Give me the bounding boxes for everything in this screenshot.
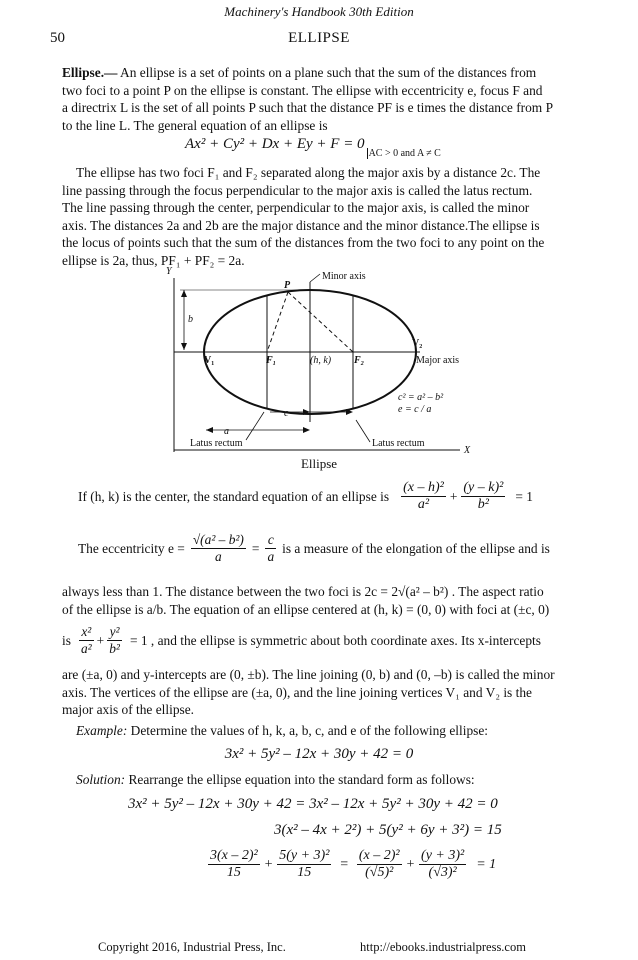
running-header: Machinery's Handbook 30th Edition: [224, 4, 414, 19]
a-label: a: [224, 426, 229, 437]
solution-step-1: 3x² + 5y² – 12x + 30y + 42 = 3x² – 12x + 5y² + 30y + 42 = 0: [128, 796, 498, 812]
b-label: b: [188, 314, 193, 325]
major-axis-label: Major axis: [416, 355, 460, 366]
eccentricity-fraction: $\frac{\text{√(a² – b²)}}{a}$: [192, 532, 244, 564]
center-label: (h, k): [310, 355, 332, 366]
latus-left-pointer: [246, 412, 264, 440]
a-arrow-left: [206, 427, 213, 433]
point-p-label: P: [284, 280, 291, 291]
standard-equation-line: If (h, k) is the center, the standard equation of an ellipse is $\frac{\text{(x – h)²}}{\text{a²}}$ + $\frac{\text{(y – k)²}}{\text{b²}}$ = 1: [78, 480, 533, 512]
latus-right-pointer: [356, 420, 370, 442]
f2-label: F₂: [354, 355, 365, 366]
example-label: Example:: [76, 723, 128, 738]
standard-origin-line: is $\frac{\text{x²}}{\text{a²}}$ + $\frac{\text{y²}}{\text{b²}}$ = 1 , and the ellipse is symmetric about both coordinate axes. Its x-intercepts: [62, 624, 541, 656]
figure-caption: Ellipse: [300, 456, 338, 471]
latus-right-label: Latus rectum: [372, 438, 425, 449]
a-arrow-right: [303, 427, 310, 433]
standard-fraction-x: $\frac{\text{(x – h)²}}{\text{a²}}$: [403, 480, 444, 512]
solution-line: Solution: Rearrange the ellipse equation into the standard form as follows:: [76, 772, 475, 787]
c-label: c: [284, 408, 289, 419]
v2-label: V₂: [412, 338, 423, 349]
foci-paragraph: The ellipse has two foci F₁ and F₂ separated along the major axis by a distance 2c. The line passing through the focus perpendicular to the major axis is called the latus rectum. The line passing through the center, perpendicular to the major axis, is called the minor axis. The distances 2a and 2b are the major distance and the minor distance.The ellipse is the locus of points such that the sum of the distances from the two foci to any point on the ellipse is 2a, thus, PF₁ + PF₂ = 2a.: [62, 165, 545, 268]
properties-paragraph: always less than 1. The distance between the two foci is 2c = 2√(a² – b²) . The aspect ratio of the ellipse is a/b. The equation of an ellipse centered at (h, k) = (0, 0) with foci at (±c, 0): [62, 584, 550, 617]
example-line: Example: Determine the values of h, k, a, b, c, and e of the following ellipse:: [76, 723, 489, 738]
standard-fraction-y: $\frac{\text{(y – k)²}}{\text{b²}}$: [463, 480, 504, 512]
v1-label: V₁: [204, 355, 215, 366]
b-arrow-top: [181, 290, 187, 297]
relation-eccentricity: e = c / a: [398, 404, 432, 415]
solution-step-3: $\frac{\text{3(x – 2)²}}{15}$ + $\frac{\text{5(y + 3)²}}{15}$ = $\frac{\text{(x – 2)²}}{\text{(√5)²}}$ + $\frac{\text{(y + 3)²}}{\text{(√3)²}}$ = 1: [210, 848, 497, 880]
minor-axis-pointer: [310, 274, 320, 282]
term-ellipse: Ellipse.—: [62, 65, 118, 80]
intercepts-paragraph: are (±a, 0) and y-intercepts are (0, ±b). The line joining (0, b) and (0, –b) is called the minor axis. The vertices of the ellipse are (±a, 0), and the line joining vertices V₁ and V₂ is the major axis of the ellipse.: [62, 667, 555, 718]
footer-url: http://ebooks.industrialpress.com: [360, 940, 526, 954]
minor-axis-label: Minor axis: [322, 271, 366, 282]
equation-condition: AC > 0 and A ≠ C: [368, 148, 441, 159]
section-title: ELLIPSE: [288, 30, 350, 46]
y-axis-label: Y: [166, 266, 172, 277]
f1-label: F₁: [266, 355, 277, 366]
intro-paragraph: Ellipse.— An ellipse is a set of points on a plane such that the sum of the distances from two foci to a point P on the ellipse is constant. The ellipse with eccentricity e, focus F and a directrix L is the set of all points P such that the distance PF is e times the distance from P to the line L. The general equation of an ellipse is: [62, 65, 554, 133]
relation-c-squared: c² = a² – b²: [398, 392, 444, 403]
pf1-dashed-line: [267, 292, 288, 352]
c-over-a-fraction: $\frac{c}{a}$: [267, 532, 275, 564]
eccentricity-line: The eccentricity e = $\frac{\text{√(a² – b²)}}{a}$ = $\frac{c}{a}$ is a measure of the elongation of the ellipse and is: [78, 532, 550, 564]
ellipse-diagram: [160, 262, 490, 454]
latus-left-label: Latus rectum: [190, 438, 243, 449]
b-arrow-bottom: [181, 343, 187, 350]
page-number: 50: [50, 30, 65, 46]
x-axis-label: X: [464, 445, 471, 454]
general-equation: $Ax^2 + Cy^2 + Dx + Ey + F = 0_{AC > 0 and A \ne C}$: [185, 136, 441, 159]
example-equation: 3x² + 5y² – 12x + 30y + 42 = 0: [224, 746, 414, 762]
pf2-dashed-line: [288, 292, 353, 352]
solution-step-2: 3(x² – 4x + 2²) + 5(y² + 6y + 3²) = 15: [274, 822, 502, 838]
footer-copyright: Copyright 2016, Industrial Press, Inc.: [98, 940, 286, 954]
solution-label: Solution:: [76, 772, 126, 787]
